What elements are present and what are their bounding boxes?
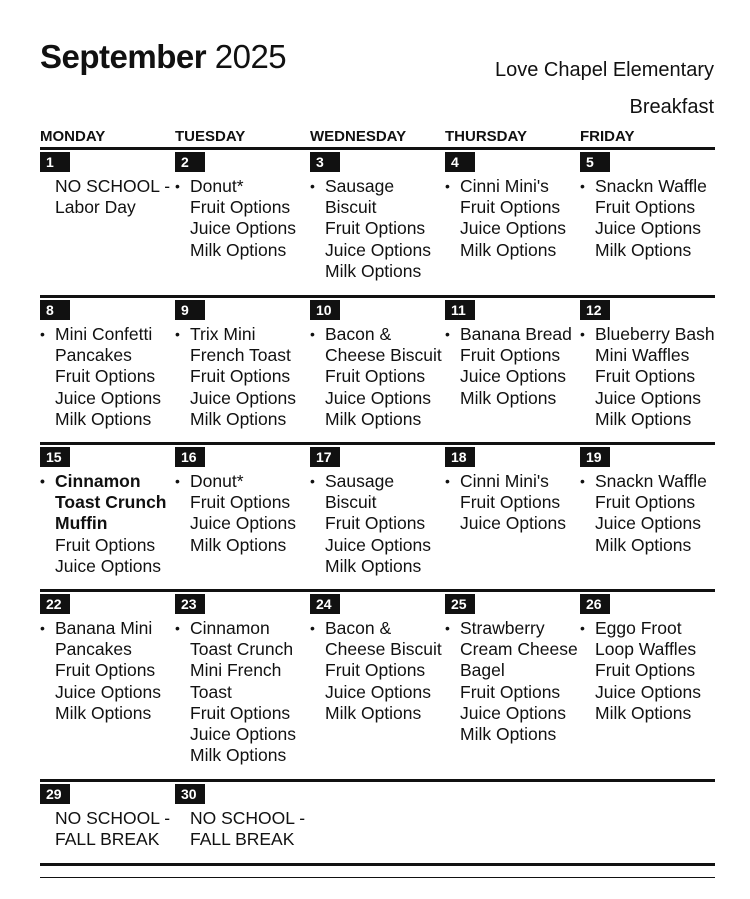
day-cell bbox=[580, 150, 715, 295]
menu-line: Juice Options bbox=[325, 239, 432, 260]
menu-entree: • Strawberry bbox=[460, 618, 582, 639]
menu-items bbox=[595, 176, 717, 261]
menu-items bbox=[595, 324, 717, 430]
menu-entree: • Sausage bbox=[325, 176, 447, 197]
menu-line: Fruit Options bbox=[460, 345, 561, 366]
day-number: 10 bbox=[310, 300, 340, 320]
school-info bbox=[495, 52, 714, 126]
weekday-header-thursday: THURSDAY bbox=[445, 128, 527, 145]
menu-line: Fruit Options bbox=[325, 218, 426, 239]
menu-line: Muffin bbox=[55, 513, 108, 534]
menu-line: Cheese Biscuit bbox=[325, 639, 442, 660]
menu-line: Biscuit bbox=[325, 492, 377, 513]
menu-line: Juice Options bbox=[190, 387, 297, 408]
menu-line: NO SCHOOL - bbox=[190, 808, 306, 828]
menu-line: Milk Options bbox=[55, 702, 152, 723]
menu-line: Fruit Options bbox=[595, 492, 696, 513]
day-number: 2 bbox=[175, 152, 205, 172]
menu-line: Milk Options bbox=[460, 387, 557, 408]
weekday-header-monday: MONDAY bbox=[40, 128, 106, 145]
menu-line: Juice Options bbox=[595, 513, 702, 534]
menu-items bbox=[190, 808, 312, 850]
day-number: 16 bbox=[175, 447, 205, 467]
menu-line: Fruit Options bbox=[190, 366, 291, 387]
day-cell bbox=[445, 298, 580, 442]
menu-line: Fruit Options bbox=[325, 660, 426, 681]
week-row bbox=[40, 782, 715, 866]
week-row bbox=[40, 298, 715, 445]
day-cell bbox=[175, 445, 310, 589]
menu-items bbox=[190, 176, 312, 261]
menu-line: Fruit Options bbox=[460, 197, 561, 218]
menu-line: Toast Crunch bbox=[55, 492, 167, 513]
menu-entree: • Blueberry Bash bbox=[595, 324, 717, 345]
menu-line: FALL BREAK bbox=[190, 829, 295, 850]
menu-line: Bagel bbox=[460, 660, 505, 681]
menu-line: Milk Options bbox=[190, 408, 287, 429]
menu-line: Fruit Options bbox=[595, 366, 696, 387]
day-cell bbox=[445, 150, 580, 295]
day-number: 5 bbox=[580, 152, 610, 172]
menu-line: Pancakes bbox=[55, 345, 132, 366]
day-number: 1 bbox=[40, 152, 70, 172]
menu-line: Juice Options bbox=[55, 681, 162, 702]
day-number: 15 bbox=[40, 447, 70, 467]
menu-line: Juice Options bbox=[595, 681, 702, 702]
menu-items bbox=[460, 324, 582, 409]
day-number: 17 bbox=[310, 447, 340, 467]
menu-line: Toast bbox=[190, 681, 232, 702]
menu-items bbox=[190, 471, 312, 556]
day-number: 30 bbox=[175, 784, 205, 804]
menu-line: Biscuit bbox=[325, 197, 377, 218]
menu-line: Fruit Options bbox=[55, 660, 156, 681]
menu-entree: • Banana Mini bbox=[55, 618, 177, 639]
day-number: 24 bbox=[310, 594, 340, 614]
menu-line: Milk Options bbox=[55, 408, 152, 429]
day-number: 29 bbox=[40, 784, 70, 804]
day-cell bbox=[580, 445, 715, 589]
menu-entree: • Donut* bbox=[190, 176, 312, 197]
menu-entree: • Bacon & bbox=[325, 618, 447, 639]
menu-line: Milk Options bbox=[460, 724, 557, 745]
menu-items bbox=[325, 324, 447, 430]
day-cell bbox=[310, 445, 445, 589]
menu-entree: • Cinnamon bbox=[190, 618, 312, 639]
menu-items bbox=[460, 176, 582, 261]
week-row bbox=[40, 150, 715, 298]
meal-type: Breakfast bbox=[629, 96, 714, 118]
menu-line: Juice Options bbox=[595, 218, 702, 239]
day-cell bbox=[580, 592, 715, 779]
page-title bbox=[40, 38, 286, 76]
day-cell bbox=[445, 592, 580, 779]
menu-line: Juice Options bbox=[190, 513, 297, 534]
menu-line: Fruit Options bbox=[460, 681, 561, 702]
menu-line: Milk Options bbox=[325, 408, 422, 429]
menu-items bbox=[55, 618, 177, 724]
day-number: 26 bbox=[580, 594, 610, 614]
title-month: September bbox=[40, 38, 207, 75]
day-cell bbox=[310, 592, 445, 779]
menu-line: Fruit Options bbox=[190, 197, 291, 218]
day-number: 3 bbox=[310, 152, 340, 172]
day-number: 25 bbox=[445, 594, 475, 614]
menu-line: Fruit Options bbox=[55, 534, 156, 555]
menu-line: NO SCHOOL - bbox=[55, 808, 171, 828]
menu-entree: • Donut* bbox=[190, 471, 312, 492]
menu-line: Cream Cheese bbox=[460, 639, 578, 660]
day-cell bbox=[40, 592, 175, 779]
day-cell bbox=[580, 298, 715, 442]
menu-line: Fruit Options bbox=[55, 366, 156, 387]
weekday-header-tuesday: TUESDAY bbox=[175, 128, 246, 145]
weekday-header-row bbox=[40, 128, 715, 150]
week-row bbox=[40, 592, 715, 782]
day-cell bbox=[175, 592, 310, 779]
menu-line: Milk Options bbox=[325, 260, 422, 281]
menu-line: Mini French bbox=[190, 660, 282, 681]
menu-entree: • Eggo Froot bbox=[595, 618, 717, 639]
menu-line: Pancakes bbox=[55, 639, 132, 660]
menu-line: Milk Options bbox=[595, 239, 692, 260]
menu-entree: • Cinnamon bbox=[55, 471, 177, 492]
menu-line: Toast Crunch bbox=[190, 639, 294, 660]
menu-entree: • Trix Mini bbox=[190, 324, 312, 345]
day-number: 23 bbox=[175, 594, 205, 614]
menu-items bbox=[55, 471, 177, 577]
menu-items bbox=[595, 618, 717, 724]
menu-line: Fruit Options bbox=[595, 197, 696, 218]
menu-line: FALL BREAK bbox=[55, 829, 160, 850]
day-number: 11 bbox=[445, 300, 475, 320]
day-number: 8 bbox=[40, 300, 70, 320]
menu-line: Fruit Options bbox=[325, 366, 426, 387]
menu-items bbox=[325, 618, 447, 724]
weekday-header-friday: FRIDAY bbox=[580, 128, 635, 145]
menu-line: Fruit Options bbox=[460, 492, 561, 513]
menu-items bbox=[325, 176, 447, 282]
day-number: 19 bbox=[580, 447, 610, 467]
weekday-header-wednesday: WEDNESDAY bbox=[310, 128, 407, 145]
menu-entree: • Banana Bread bbox=[460, 324, 582, 345]
day-cell bbox=[175, 298, 310, 442]
day-number: 22 bbox=[40, 594, 70, 614]
day-number: 12 bbox=[580, 300, 610, 320]
menu-line: Labor Day bbox=[55, 197, 136, 218]
day-number: 4 bbox=[445, 152, 475, 172]
menu-line: Fruit Options bbox=[190, 702, 291, 723]
day-number: 18 bbox=[445, 447, 475, 467]
day-cell bbox=[40, 445, 175, 589]
day-cell bbox=[175, 782, 310, 863]
day-cell bbox=[40, 782, 175, 863]
menu-items bbox=[595, 471, 717, 556]
menu-line: Milk Options bbox=[190, 534, 287, 555]
menu-line: Milk Options bbox=[325, 702, 422, 723]
menu-line: Milk Options bbox=[325, 555, 422, 576]
week-row bbox=[40, 445, 715, 592]
menu-line: Juice Options bbox=[325, 387, 432, 408]
menu-line: Juice Options bbox=[595, 387, 702, 408]
menu-line: Mini Waffles bbox=[595, 345, 690, 366]
menu-entree: • Cinni Mini's bbox=[460, 176, 582, 197]
menu-entree: • Cinni Mini's bbox=[460, 471, 582, 492]
day-cell bbox=[40, 150, 175, 295]
menu-items bbox=[190, 324, 312, 430]
menu-line: Juice Options bbox=[460, 702, 567, 723]
menu-line: Milk Options bbox=[190, 239, 287, 260]
menu-items bbox=[55, 176, 177, 218]
day-cell bbox=[310, 298, 445, 442]
menu-line: Fruit Options bbox=[325, 513, 426, 534]
menu-line: Juice Options bbox=[460, 366, 567, 387]
menu-line: NO SCHOOL - bbox=[55, 176, 171, 196]
menu-items bbox=[55, 808, 177, 850]
menu-line: Juice Options bbox=[460, 218, 567, 239]
menu-items bbox=[460, 618, 582, 745]
school-name: Love Chapel Elementary bbox=[494, 59, 714, 81]
menu-line: Milk Options bbox=[595, 534, 692, 555]
menu-line: Fruit Options bbox=[190, 492, 291, 513]
menu-line: Juice Options bbox=[325, 681, 432, 702]
menu-line: Fruit Options bbox=[595, 660, 696, 681]
menu-line: Juice Options bbox=[460, 513, 567, 534]
menu-items bbox=[325, 471, 447, 577]
day-cell bbox=[445, 445, 580, 589]
menu-entree: • Mini Confetti bbox=[55, 324, 177, 345]
day-cell bbox=[310, 150, 445, 295]
menu-entree: • Snackn Waffle bbox=[595, 471, 717, 492]
bottom-divider bbox=[40, 877, 715, 878]
menu-line: Juice Options bbox=[325, 534, 432, 555]
menu-entree: • Snackn Waffle bbox=[595, 176, 717, 197]
menu-items bbox=[460, 471, 582, 535]
menu-line: French Toast bbox=[190, 345, 291, 366]
menu-line: Juice Options bbox=[190, 724, 297, 745]
day-number: 9 bbox=[175, 300, 205, 320]
menu-line: Milk Options bbox=[595, 702, 692, 723]
menu-line: Milk Options bbox=[460, 239, 557, 260]
menu-line: Milk Options bbox=[595, 408, 692, 429]
menu-line: Cheese Biscuit bbox=[325, 345, 442, 366]
menu-entree: • Bacon & bbox=[325, 324, 447, 345]
menu-items bbox=[55, 324, 177, 430]
menu-line: Loop Waffles bbox=[595, 639, 697, 660]
menu-line: Juice Options bbox=[190, 218, 297, 239]
menu-line: Milk Options bbox=[190, 745, 287, 766]
menu-line: Juice Options bbox=[55, 555, 162, 576]
menu-entree: • Sausage bbox=[325, 471, 447, 492]
day-cell bbox=[175, 150, 310, 295]
menu-items bbox=[190, 618, 312, 766]
day-cell bbox=[40, 298, 175, 442]
title-year: 2025 bbox=[214, 38, 287, 75]
menu-line: Juice Options bbox=[55, 387, 162, 408]
